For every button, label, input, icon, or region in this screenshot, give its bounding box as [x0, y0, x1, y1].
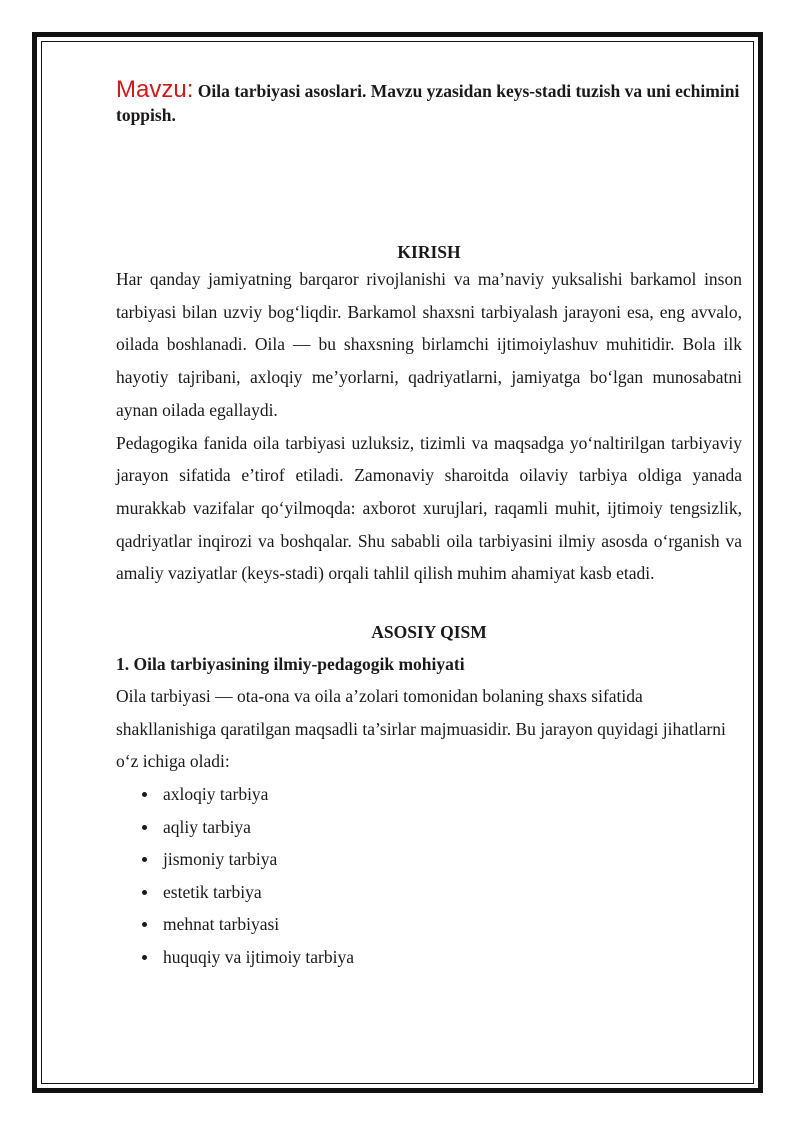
bullet-icon — [142, 890, 147, 895]
intro-title: KIRISH — [397, 242, 461, 262]
list-item: huquqiy va ijtimoiy tarbiya — [142, 941, 742, 974]
topic-label: Mavzu: — [116, 76, 194, 103]
document-body — [116, 78, 742, 973]
bullet-icon — [142, 825, 147, 830]
topic-text: Oila tarbiyasi asoslari. Mavzu yzasidan keys-stadi tuzish va uni echimini toppish. — [116, 81, 740, 125]
main-title: ASOSIY QISM — [371, 622, 487, 643]
bullet-icon — [142, 922, 147, 927]
main-subheading: 1. Oila tarbiyasining ilmiy-pedagogik mohiyati — [116, 654, 465, 675]
list-item: axloqiy tarbiya — [142, 778, 742, 811]
list-item: aqliy tarbiya — [142, 811, 742, 844]
topic-heading — [116, 78, 742, 127]
tarbiya-types-list — [116, 778, 742, 973]
bullet-icon — [142, 955, 147, 960]
list-item: mehnat tarbiyasi — [142, 908, 742, 941]
list-item: jismoniy tarbiya — [142, 843, 742, 876]
intro-paragraph-1: Har qanday jamiyatning barqaror rivojlanishi va ma’naviy yuksalishi barkamol inson tarbiyasi bilan uzviy bog‘liqdir. Barkamol shaxsni tarbiyalash jarayoni esa, eng avvalo, oilada boshlanadi. Oila — bu shaxsning birlamchi ijtimoiylashuv muhitidir. Bola ilk hayotiy tajribani, axloqiy me’yorlarni, qadriyatlarni, jamiyatga bo‘lgan munosabatni aynan oilada egallaydi. — [116, 269, 742, 420]
bullet-icon — [142, 792, 147, 797]
list-item: estetik tarbiya — [142, 876, 742, 909]
main-paragraph: Oila tarbiyasi — ota-ona va oila a’zolari tomonidan bolaning shaxs sifatida shakllanishiga qaratilgan maqsadli ta’sirlar majmuasidir. Bu jarayon quyidagi jihatlarni o‘z ichiga oladi: — [116, 686, 726, 772]
bullet-icon — [142, 857, 147, 862]
intro-paragraph-2: Pedagogika fanida oila tarbiyasi uzluksiz, tizimli va maqsadga yo‘naltirilgan tarbiyaviy jarayon sifatida e’tirof etiladi. Zamonaviy sharoitda oilaviy tarbiya oldiga yanada murakkab vazifalar qo‘yilmoqda: axborot xurujlari, raqamli muhit, ijtimoiy tengsizlik, qadriyatlar inqirozi va boshqalar. Shu sababli oila tarbiyasini ilmiy asosda o‘rganish va amaliy vaziyatlar (keys-stadi) orqali tahlil qilish muhim ahamiyat kasb etadi. — [116, 432, 742, 584]
